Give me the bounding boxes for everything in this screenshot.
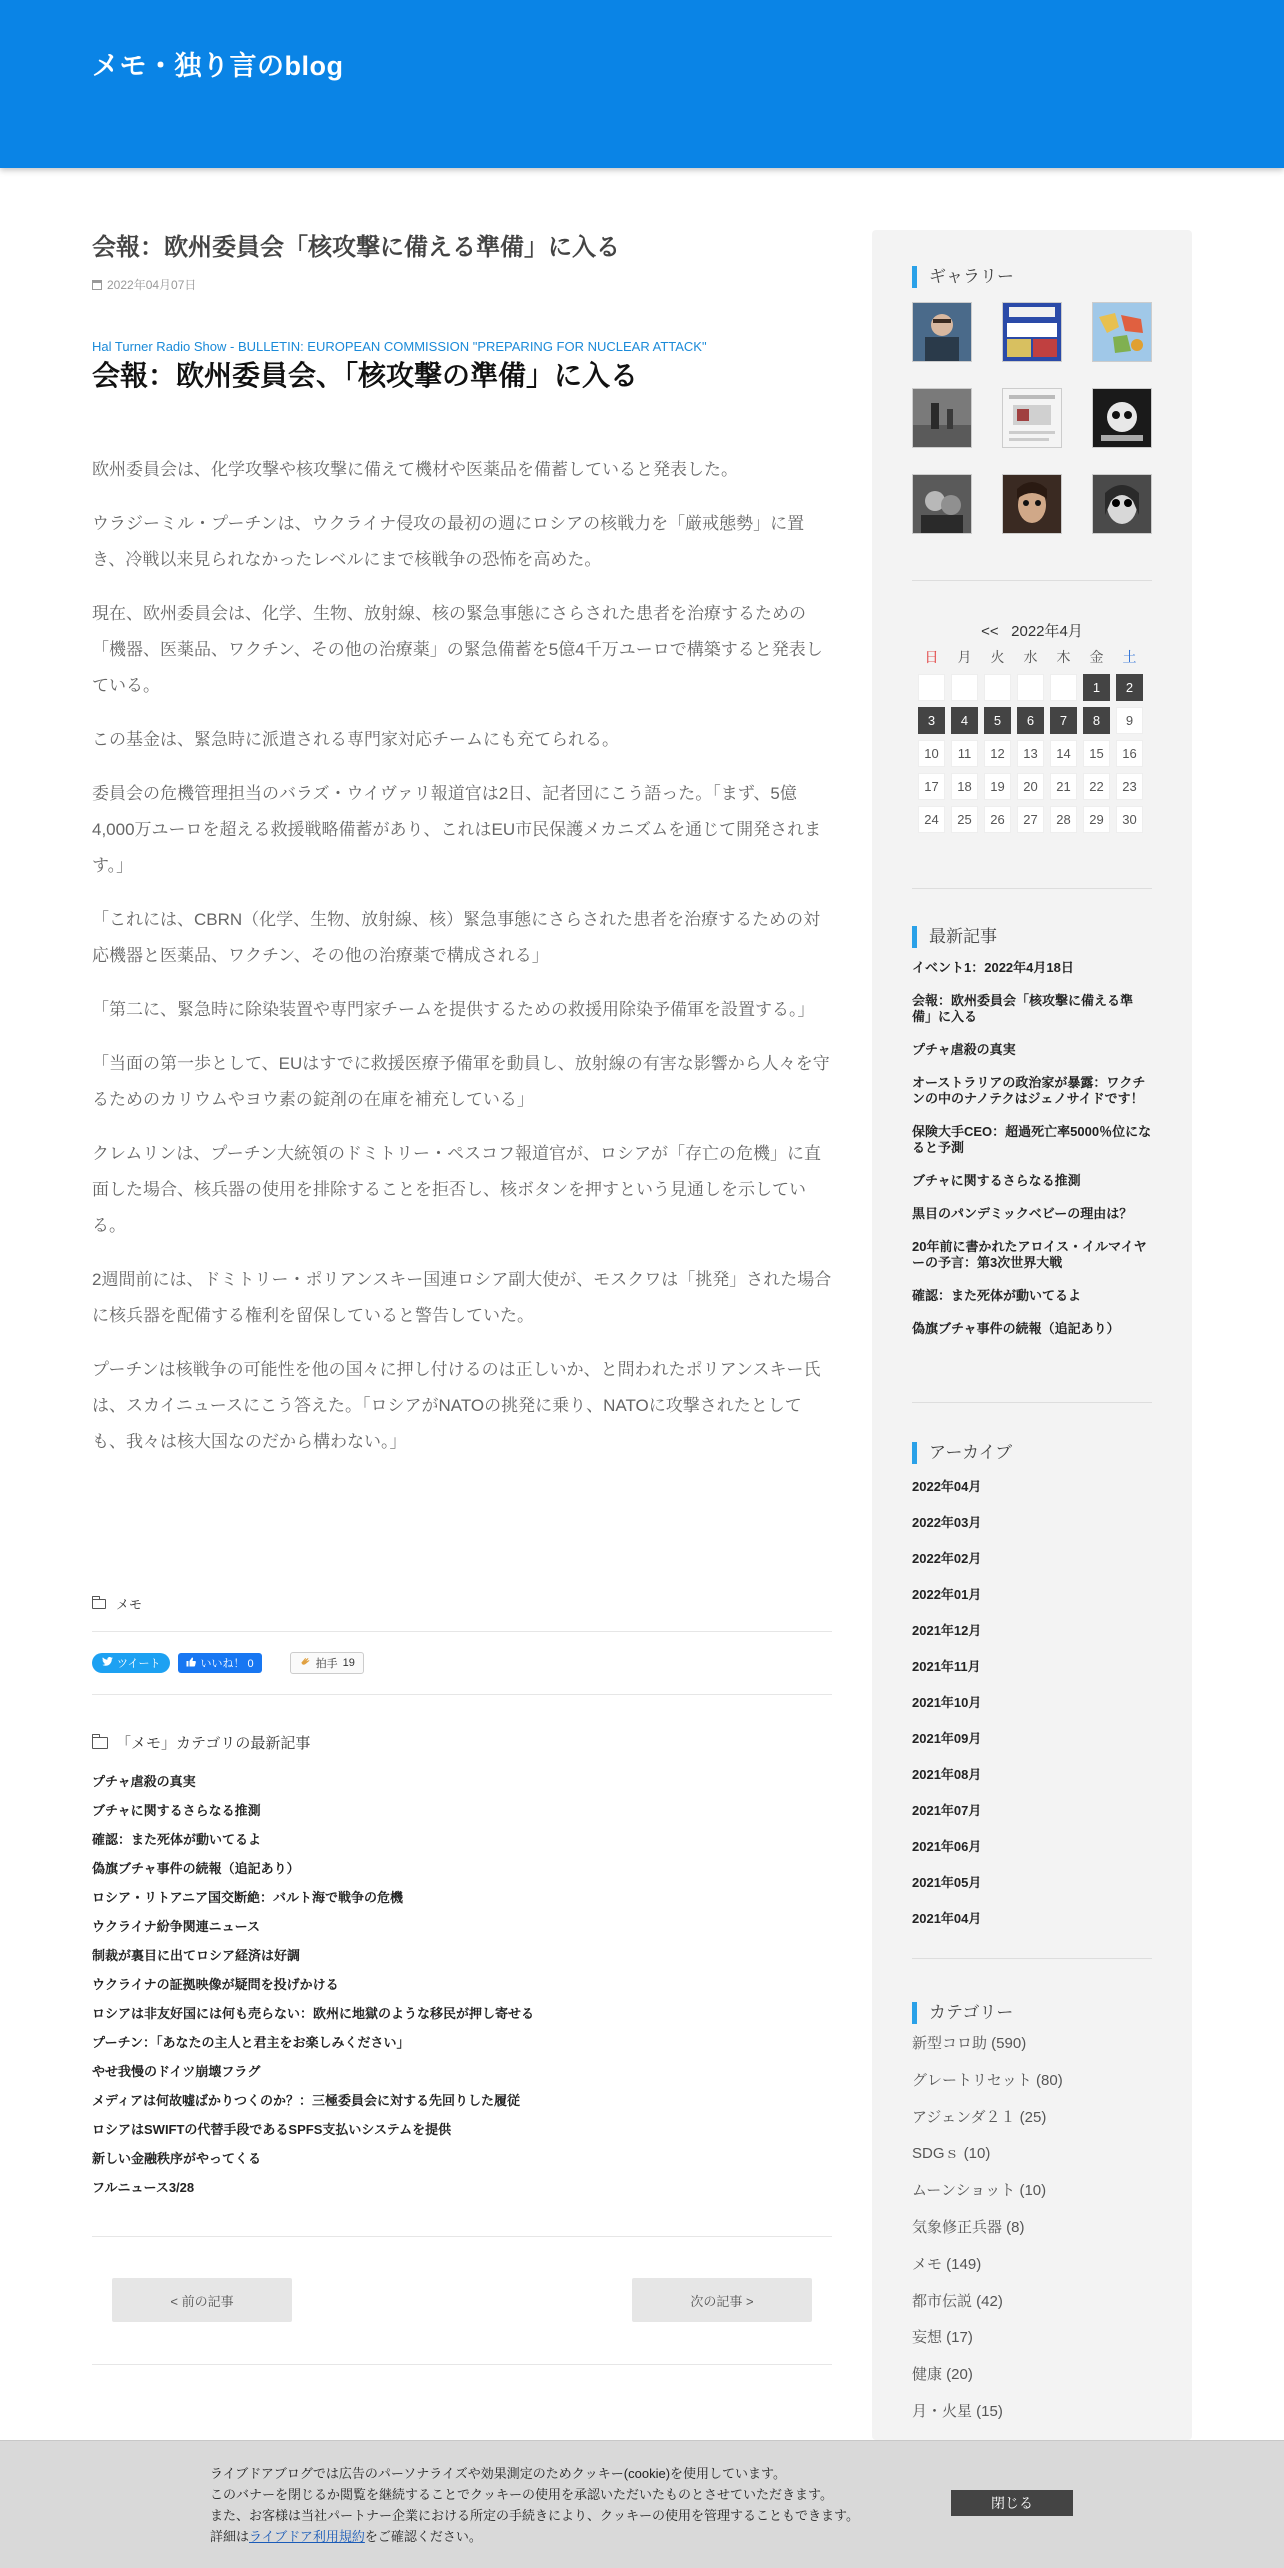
divider bbox=[92, 2236, 832, 2237]
related-article-link[interactable]: ウクライナ紛争関連ニュース bbox=[92, 1919, 260, 1934]
recent-post-link[interactable]: 会報：欧州委員会「核攻撃に備える準備」に入る bbox=[912, 993, 1134, 1024]
article-paragraph: ウラジーミル・プーチンは、ウクライナ侵攻の最初の週にロシアの核戦力を「厳戒態勢」に置き、冷戦以来見られなかったレベルにまで核戦争の恐怖を高めた。 bbox=[92, 514, 805, 569]
folder-icon bbox=[92, 1737, 108, 1749]
divider bbox=[92, 1631, 832, 1632]
recent-posts-list bbox=[912, 960, 1152, 1354]
calendar-empty-cell bbox=[984, 674, 1011, 701]
calendar-day: 11 bbox=[951, 740, 978, 767]
twitter-bird-icon bbox=[102, 1657, 113, 1669]
related-article-link[interactable]: ロシア・リトアニア国交断絶：バルト海で戦争の危機 bbox=[92, 1890, 403, 1905]
related-article-link[interactable]: フルニュース3/28 bbox=[92, 2180, 195, 2195]
divider bbox=[912, 580, 1152, 581]
calendar-month: 2022年4月 bbox=[1011, 623, 1083, 640]
article-body bbox=[92, 452, 832, 1460]
calendar-day: 28 bbox=[1050, 806, 1077, 833]
article-paragraph: 現在、欧州委員会は、化学、生物、放射線、核の緊急事態にさらされた患者を治療するための「機器、医薬品、ワクチン、その他の治療薬」の緊急備蓄を5億4千万ユーロで構築すると発表している。 bbox=[92, 604, 823, 695]
archive-link[interactable]: 2021年08月 bbox=[912, 1767, 982, 1782]
gallery-thumb[interactable] bbox=[1002, 388, 1062, 448]
recent-post-link[interactable]: プチャ虐殺の真実 bbox=[912, 1042, 1016, 1057]
sidebar bbox=[872, 230, 1192, 2440]
archive-link[interactable]: 2022年03月 bbox=[912, 1515, 982, 1530]
calendar-day[interactable]: 5 bbox=[984, 707, 1011, 734]
article-paragraph: この基金は、緊急時に派遣される専門家対応チームにも充てられる。 bbox=[92, 730, 619, 749]
archive-link[interactable]: 2022年01月 bbox=[912, 1587, 982, 1602]
related-article-link[interactable]: ロシアは非友好国には何も売らない：欧州に地獄のような移民が押し寄せる bbox=[92, 2006, 535, 2021]
gallery-thumb[interactable] bbox=[1092, 302, 1152, 362]
calendar-day: 13 bbox=[1017, 740, 1044, 767]
calendar-day: 30 bbox=[1116, 806, 1143, 833]
article-paragraph: 委員会の危機管理担当のバラズ・ウイヴァリ報道官は2日、記者団にこう語った。「まず、5億4,000万ユーロを超える救援戦略備蓄があり、これはEU市民保護メカニズムを通じて開発されます。」 bbox=[92, 784, 822, 875]
cookie-close-button[interactable]: 閉じる bbox=[951, 2490, 1073, 2516]
recent-post-link[interactable]: 20年前に書かれたアロイス・イルマイヤーの予言：第3次世界大戦 bbox=[912, 1239, 1147, 1270]
archive-link[interactable]: 2021年04月 bbox=[912, 1911, 982, 1926]
calendar-day: 12 bbox=[984, 740, 1011, 767]
gallery-thumb[interactable] bbox=[1092, 474, 1152, 534]
post-title[interactable]: 会報：欧州委員会「核攻撃に備える準備」に入る bbox=[92, 234, 620, 261]
related-article-link[interactable]: 偽旗ブチャ事件の続報（追記あり） bbox=[92, 1861, 300, 1876]
article-paragraph: 欧州委員会は、化学攻撃や核攻撃に備えて機材や医薬品を備蓄していると発表した。 bbox=[92, 460, 738, 479]
category-link[interactable]: 妄想 (17) bbox=[912, 2329, 973, 2347]
calendar-day: 25 bbox=[951, 806, 978, 833]
categories-title: カテゴリー bbox=[912, 2002, 1013, 2024]
article-paragraph: 「これには、CBRN（化学、生物、放射線、核）緊急事態にさらされた患者を治療するための対応機器と医薬品、ワクチン、その他の治療薬で構成される」 bbox=[92, 910, 821, 965]
calendar-weekday: 土 bbox=[1122, 649, 1137, 665]
calendar-day: 22 bbox=[1083, 773, 1110, 800]
cookie-line: このバナーを閉じるか閲覧を継続することでクッキーの使用を承認いただいたものとさせていただきます。 bbox=[210, 2487, 833, 2502]
gallery-thumb[interactable] bbox=[1002, 474, 1062, 534]
calendar-day: 29 bbox=[1083, 806, 1110, 833]
archive-link[interactable]: 2022年02月 bbox=[912, 1551, 982, 1566]
recent-post-link[interactable]: ブチャに関するさらなる推測 bbox=[912, 1173, 1081, 1188]
calendar-weekday: 水 bbox=[1023, 649, 1038, 665]
calendar-weekday: 月 bbox=[957, 649, 972, 665]
cookie-line-suffix: をご確認ください。 bbox=[364, 2529, 482, 2544]
cookie-line bbox=[210, 2526, 859, 2547]
terms-link[interactable]: ライブドア利用規約 bbox=[249, 2529, 365, 2544]
next-article-button[interactable]: 次の記事 > bbox=[632, 2278, 812, 2322]
clap-button[interactable] bbox=[290, 1652, 364, 1674]
calendar-day[interactable]: 4 bbox=[951, 707, 978, 734]
calendar-weekday: 日 bbox=[924, 649, 939, 665]
gallery-thumb[interactable] bbox=[1092, 388, 1152, 448]
recent-post-link[interactable]: 黒目のパンデミックベビーの理由は？ bbox=[912, 1206, 1133, 1221]
related-article-link[interactable]: ロシアはSWIFTの代替手段であるSPFS支払いシステムを提供 bbox=[92, 2122, 452, 2137]
calendar-empty-cell bbox=[1017, 674, 1044, 701]
calendar-day: 10 bbox=[918, 740, 945, 767]
calendar-weekday: 火 bbox=[990, 649, 1005, 665]
archive-link[interactable]: 2021年05月 bbox=[912, 1875, 982, 1890]
calendar-empty-cell bbox=[918, 674, 945, 701]
cookie-banner bbox=[0, 2440, 1284, 2568]
related-article-link[interactable]: ブチャに関するさらなる推測 bbox=[92, 1803, 261, 1818]
archive-link[interactable]: 2021年06月 bbox=[912, 1839, 982, 1854]
related-list bbox=[92, 1767, 832, 2202]
calendar-day: 27 bbox=[1017, 806, 1044, 833]
recent-post-link[interactable]: オーストラリアの政治家が暴露：ワクチンの中のナノテクはジェノサイドです！ bbox=[912, 1075, 1146, 1106]
calendar-grid bbox=[918, 646, 1152, 833]
post-date-text: 2022年04月07日 bbox=[107, 278, 197, 292]
article-paragraph: プーチンは核戦争の可能性を他の国々に押し付けるのは正しいか、と問われたポリアンスキー氏は、スカイニュースにこう答えた。「ロシアがNATOの挑発に乗り、NATOに攻撃されたとしても、我々は核大国なのだから構わない。」 bbox=[92, 1360, 821, 1451]
recent-post-link[interactable]: 保険大手CEO：超過死亡率5000％位になると予測 bbox=[912, 1124, 1152, 1155]
article-paragraph: 「当面の第一歩として、EUはすでに救援医療予備軍を動員し、放射線の有害な影響から人々を守るためのカリウムやヨウ素の錠剤の在庫を補充している」 bbox=[92, 1054, 830, 1109]
category-link[interactable]: 新型コロ助 (590) bbox=[912, 2035, 1027, 2052]
calendar-day[interactable]: 1 bbox=[1083, 674, 1110, 701]
calendar-day: 26 bbox=[984, 806, 1011, 833]
calendar-day: 23 bbox=[1116, 773, 1143, 800]
archive-list bbox=[912, 1476, 1152, 1944]
cookie-text bbox=[210, 2463, 859, 2547]
related-article-link[interactable]: ウクライナの証拠映像が疑問を投げかける bbox=[92, 1977, 339, 1992]
article-paragraph: 2週間前には、ドミトリー・ポリアンスキー国連ロシア副大使が、モスクワは「挑発」された場合に核兵器を配備する権利を留保していると警告していた。 bbox=[92, 1270, 832, 1325]
post-date bbox=[92, 276, 832, 293]
calendar-day[interactable]: 8 bbox=[1083, 707, 1110, 734]
clap-label: 拍手 bbox=[315, 1658, 338, 1670]
calendar-empty-cell bbox=[951, 674, 978, 701]
divider bbox=[92, 2364, 832, 2365]
calendar-day: 21 bbox=[1050, 773, 1077, 800]
calendar-weekday: 木 bbox=[1056, 649, 1071, 665]
related-article-link[interactable]: やせ我慢のドイツ崩壊フラグ bbox=[92, 2064, 261, 2079]
category-link[interactable]: メモ (149) bbox=[912, 2255, 982, 2273]
related-title-text: 「メモ」カテゴリの最新記事 bbox=[116, 1735, 311, 1752]
cookie-line: また、お客様は当社パートナー企業における所定の手続きにより、クッキーの使用を管理することもできます。 bbox=[210, 2508, 859, 2523]
recent-post-link[interactable]: 偽旗ブチャ事件の続報（追記あり） bbox=[912, 1321, 1120, 1336]
related-article-link[interactable]: 新しい金融秩序がやってくる bbox=[92, 2151, 262, 2166]
like-label: いいね！ 0 bbox=[200, 1658, 254, 1670]
archive-link[interactable]: 2021年07月 bbox=[912, 1803, 982, 1818]
divider bbox=[912, 1958, 1152, 1959]
article-paragraph: 「第二に、緊急時に除染装置や専門家チームを提供するための救援用除染予備軍を設置する。」 bbox=[92, 1000, 815, 1019]
category-link[interactable]: 健康 (20) bbox=[912, 2366, 973, 2384]
calendar-prev-link[interactable]: << bbox=[981, 623, 999, 640]
gallery-thumb[interactable] bbox=[912, 302, 972, 362]
calendar-day: 19 bbox=[984, 773, 1011, 800]
calendar-day: 14 bbox=[1050, 740, 1077, 767]
calendar-day[interactable]: 2 bbox=[1116, 674, 1143, 701]
divider bbox=[92, 1694, 832, 1695]
article-heading: 会報：欧州委員会、「核攻撃の準備」に入る bbox=[92, 360, 639, 391]
calendar-day: 20 bbox=[1017, 773, 1044, 800]
gallery-thumb[interactable] bbox=[1002, 302, 1062, 362]
related-article-link[interactable]: メディアは何故嘘ばかりつくのか？：三極委員会に対する先回りした履従 bbox=[92, 2093, 520, 2108]
post-category-link[interactable]: メモ bbox=[116, 1597, 143, 1612]
post-category bbox=[92, 1594, 832, 1613]
clap-count: 19 bbox=[342, 1657, 355, 1669]
recent-post-link[interactable]: イベント1：2022年4月18日 bbox=[912, 960, 1074, 975]
thumbs-up-icon bbox=[186, 1657, 196, 1670]
share-buttons bbox=[92, 1652, 364, 1674]
category-link[interactable]: アジェンダ２１ (25) bbox=[912, 2108, 1047, 2126]
gallery-title: ギャラリー bbox=[912, 266, 1014, 288]
cookie-line-prefix: 詳細は bbox=[210, 2529, 250, 2544]
category-list bbox=[912, 2032, 1152, 2437]
calendar-day: 9 bbox=[1116, 707, 1143, 734]
cookie-line: ライブドアブログでは広告のパーソナライズや効果測定のためクッキー(cookie)を使用しています。 bbox=[210, 2466, 786, 2481]
site-title[interactable]: メモ・独り言のblog bbox=[92, 51, 344, 81]
calendar-day[interactable]: 7 bbox=[1050, 707, 1077, 734]
article-paragraph: クレムリンは、プーチン大統領のドミトリー・ペスコフ報道官が、ロシアが「存亡の危機」に直面した場合、核兵器の使用を排除することを拒否し、核ボタンを押すという見通しを示している。 bbox=[92, 1144, 821, 1235]
category-link[interactable]: グレートリセット (80) bbox=[912, 2071, 1063, 2089]
calendar-nav bbox=[912, 620, 1152, 642]
calendar-empty-cell bbox=[1050, 674, 1077, 701]
calendar-weekday: 金 bbox=[1089, 649, 1104, 665]
calendar-day[interactable]: 6 bbox=[1017, 707, 1044, 734]
category-link[interactable]: SDGｓ (10) bbox=[912, 2145, 991, 2163]
related-article-link[interactable]: 確認：また死体が動いてるよ bbox=[92, 1832, 262, 1847]
article bbox=[92, 230, 832, 1478]
archive-link[interactable]: 2021年09月 bbox=[912, 1731, 982, 1746]
recent-posts-title: 最新記事 bbox=[912, 926, 997, 948]
like-button[interactable] bbox=[178, 1653, 261, 1673]
site-header bbox=[0, 0, 1284, 168]
category-link[interactable]: 都市伝説 (42) bbox=[912, 2292, 1003, 2310]
related-article-link[interactable]: 制裁が裏目に出てロシア経済は好調 bbox=[92, 1948, 301, 1963]
archive-link[interactable]: 2021年12月 bbox=[912, 1623, 982, 1638]
divider bbox=[912, 888, 1152, 889]
archive-title: アーカイブ bbox=[912, 1442, 1012, 1464]
calendar-day: 24 bbox=[918, 806, 945, 833]
clap-icon bbox=[299, 1656, 311, 1671]
source-link[interactable]: Hal Turner Radio Show - BULLETIN: EUROPEAN COMMISSION "PREPARING FOR NUCLEAR ATTACK" bbox=[92, 339, 707, 354]
recent-post-link[interactable]: 確認：また死体が動いてるよ bbox=[912, 1288, 1082, 1303]
calendar-day[interactable]: 3 bbox=[918, 707, 945, 734]
related-article-link[interactable]: プーチン：「あなたの主人と君主をお楽しみください」 bbox=[92, 2035, 410, 2050]
prev-article-button[interactable]: < 前の記事 bbox=[112, 2278, 292, 2322]
tweet-button[interactable] bbox=[92, 1653, 170, 1673]
archive-link[interactable]: 2021年10月 bbox=[912, 1695, 982, 1710]
archive-link[interactable]: 2021年11月 bbox=[912, 1659, 981, 1674]
gallery-thumb[interactable] bbox=[912, 388, 972, 448]
tweet-label: ツイート bbox=[117, 1658, 161, 1670]
calendar bbox=[912, 620, 1152, 833]
calendar-day: 18 bbox=[951, 773, 978, 800]
calendar-day: 17 bbox=[918, 773, 945, 800]
calendar-icon bbox=[92, 280, 102, 290]
related-title bbox=[92, 1732, 832, 1753]
archive-link[interactable]: 2022年04月 bbox=[912, 1479, 982, 1494]
gallery-thumb[interactable] bbox=[912, 474, 972, 534]
category-link[interactable]: 気象修正兵器 (8) bbox=[912, 2218, 1025, 2236]
calendar-day: 15 bbox=[1083, 740, 1110, 767]
divider bbox=[912, 1402, 1152, 1403]
category-link[interactable]: 月・火星 (15) bbox=[912, 2402, 1003, 2420]
calendar-day: 16 bbox=[1116, 740, 1143, 767]
related-articles bbox=[92, 1732, 832, 2202]
folder-icon bbox=[92, 1599, 106, 1609]
related-article-link[interactable]: プチャ虐殺の真実 bbox=[92, 1774, 196, 1789]
category-link[interactable]: ムーンショット (10) bbox=[912, 2182, 1047, 2200]
